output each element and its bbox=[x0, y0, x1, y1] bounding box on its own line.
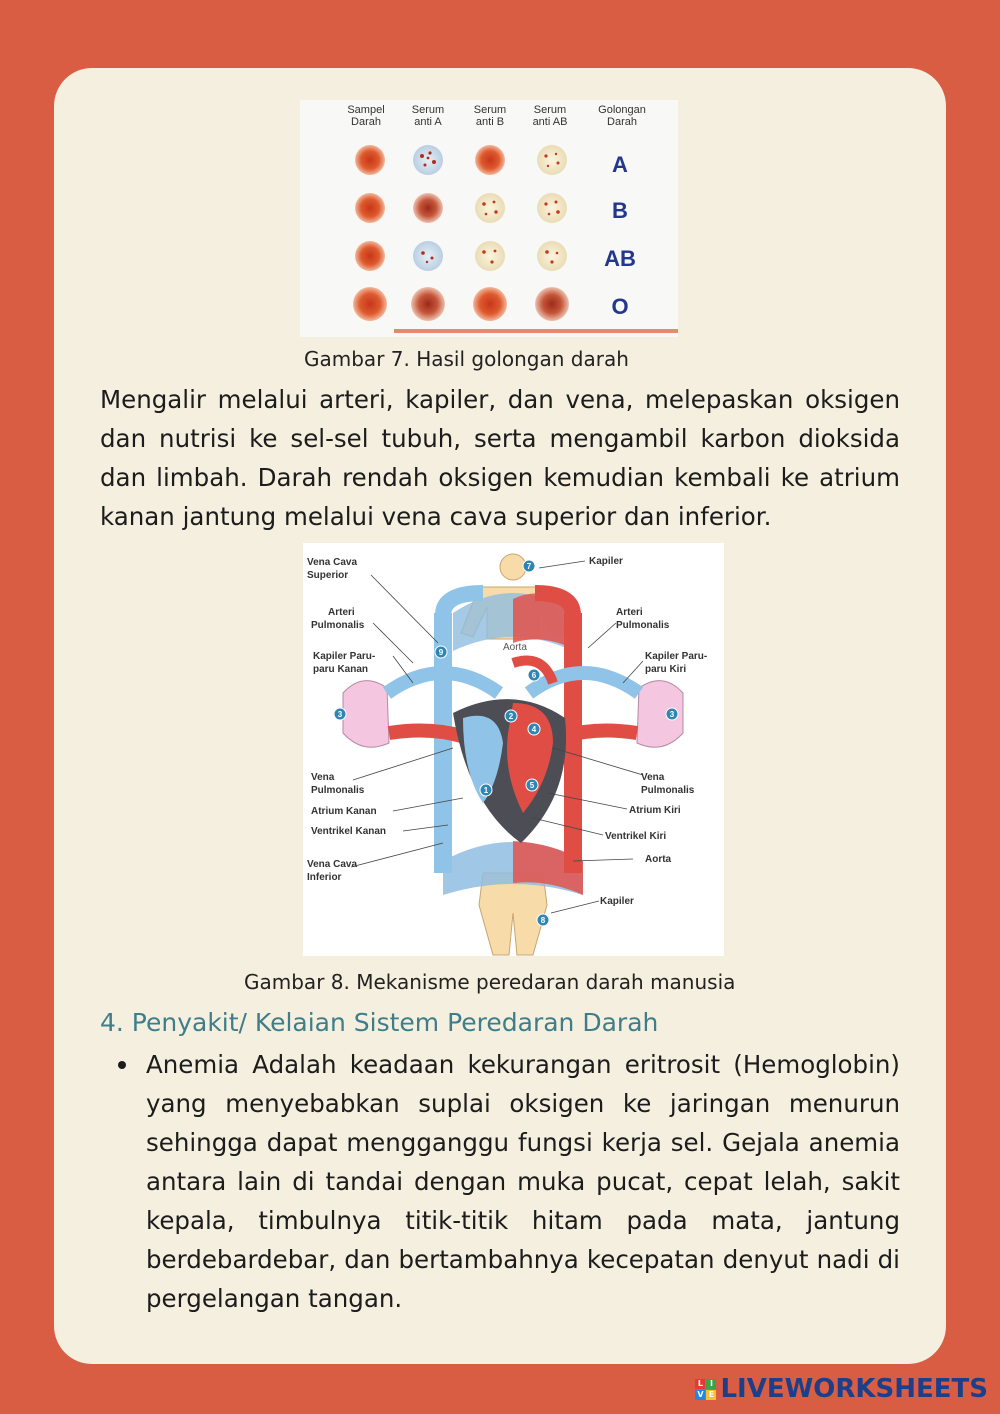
label-ventrikel-kiri: Ventrikel Kiri bbox=[605, 831, 667, 842]
header-golongan-2: Darah bbox=[607, 116, 637, 128]
marker-2: 2 bbox=[508, 712, 514, 721]
marker-9: 9 bbox=[438, 648, 444, 657]
marker-1: 1 bbox=[483, 786, 489, 795]
label-vena-cava-inferior-2: Inferior bbox=[307, 872, 342, 883]
label-kapiler-kanan-1: Kapiler Paru- bbox=[313, 651, 376, 662]
liveworksheets-logo-icon bbox=[695, 1379, 716, 1400]
label-vena-cava-superior-1: Vena Cava bbox=[307, 557, 358, 568]
group-ab: AB bbox=[604, 246, 636, 271]
anemia-text: Anemia Adalah keadaan kekurangan eritrosit (Hemoglobin) yang menyebabkan suplai oksigen ke jaringan menurun sehingga dapat mengganggu fungsi kerja sel. Gejala anemia antara lain di tandai dengan muka pucat, cepat lelah, sakit kepala, timbulnya titik-titik hitam pada mata, jantung berdebardebar, dan bertambahnya kecepatan denyut nadi di pergelangan tangan. bbox=[146, 1050, 900, 1313]
marker-4: 4 bbox=[531, 725, 537, 734]
section-heading: 4. Penyakit/ Kelaian Sistem Peredaran Darah bbox=[100, 1008, 659, 1037]
label-aorta-center: Aorta bbox=[503, 642, 527, 653]
header-anti-a-2: anti A bbox=[414, 116, 442, 128]
label-arteri-pulmonalis-left-1: Arteri bbox=[328, 607, 355, 618]
header-anti-a-1: Serum bbox=[411, 104, 445, 116]
marker-8: 8 bbox=[540, 916, 546, 925]
label-kapiler-kiri-1: Kapiler Paru- bbox=[645, 651, 708, 662]
liveworksheets-brand[interactable] bbox=[695, 1374, 988, 1404]
logo-letter: E bbox=[706, 1390, 716, 1400]
label-kapiler-bottom: Kapiler bbox=[600, 896, 634, 907]
label-kapiler-kanan-2: paru Kanan bbox=[313, 664, 369, 675]
paragraph-circulation: Mengalir melalui arteri, kapiler, dan vena, melepaskan oksigen dan nutrisi ke sel-sel tubuh, serta mengambil karbon dioksida dan limbah. Darah rendah oksigen kemudian kembali ke atrium kanan jantung melalui vena cava superior dan inferior. bbox=[100, 385, 900, 531]
circulation-figure bbox=[303, 543, 724, 956]
circulation-diagram bbox=[303, 543, 724, 956]
disease-list bbox=[100, 1045, 900, 1318]
label-vena-pulmonalis-right-2: Pulmonalis bbox=[641, 785, 695, 796]
logo-letter: I bbox=[706, 1379, 716, 1389]
marker-7: 7 bbox=[526, 562, 532, 571]
group-a: A bbox=[612, 152, 628, 177]
label-atrium-kanan: Atrium Kanan bbox=[311, 806, 377, 817]
label-vena-pulmonalis-left-1: Vena bbox=[311, 772, 335, 783]
group-b: B bbox=[612, 198, 628, 223]
label-kapiler-top: Kapiler bbox=[589, 556, 623, 567]
bullet-dot bbox=[118, 1061, 126, 1069]
header-anti-b-2: anti B bbox=[475, 116, 505, 128]
label-arteri-pulmonalis-left-2: Pulmonalis bbox=[311, 620, 365, 631]
logo-letter: V bbox=[697, 1389, 704, 1399]
marker-3-right: 3 bbox=[669, 710, 675, 719]
label-vena-pulmonalis-left-2: Pulmonalis bbox=[311, 785, 365, 796]
header-sampel-2: Darah bbox=[351, 116, 381, 128]
label-arteri-pulmonalis-right-2: Pulmonalis bbox=[616, 620, 670, 631]
blood-type-image bbox=[300, 100, 678, 337]
header-anti-b-1: Serum bbox=[473, 104, 507, 116]
blood-type-figure bbox=[300, 100, 678, 337]
logo-letter: L bbox=[695, 1379, 705, 1389]
label-aorta-right: Aorta bbox=[645, 854, 672, 865]
header-anti-ab-1: Serum bbox=[533, 104, 567, 116]
list-item bbox=[100, 1045, 900, 1318]
label-atrium-kiri: Atrium Kiri bbox=[629, 805, 681, 816]
marker-3-left: 3 bbox=[337, 710, 343, 719]
figure8-caption: Gambar 8. Mekanisme peredaran darah manusia bbox=[244, 970, 736, 994]
header-golongan-1: Golongan bbox=[598, 104, 646, 116]
group-o: O bbox=[611, 294, 629, 319]
header-anti-ab-2: anti AB bbox=[532, 116, 568, 128]
label-kapiler-kiri-2: paru Kiri bbox=[645, 664, 687, 675]
label-ventrikel-kanan: Ventrikel Kanan bbox=[311, 826, 387, 837]
marker-6: 6 bbox=[531, 671, 537, 680]
figure7-caption: Gambar 7. Hasil golongan darah bbox=[304, 347, 629, 371]
header-sampel-1: Sampel bbox=[347, 104, 385, 116]
label-arteri-pulmonalis-right-1: Arteri bbox=[616, 607, 643, 618]
brand-name: LIVEWORKSHEETS bbox=[720, 1374, 988, 1404]
label-vena-cava-superior-2: Superior bbox=[307, 570, 349, 581]
marker-5: 5 bbox=[529, 781, 535, 790]
label-vena-pulmonalis-right-1: Vena bbox=[641, 772, 665, 783]
label-vena-cava-inferior-1: Vena Cava bbox=[307, 859, 358, 870]
